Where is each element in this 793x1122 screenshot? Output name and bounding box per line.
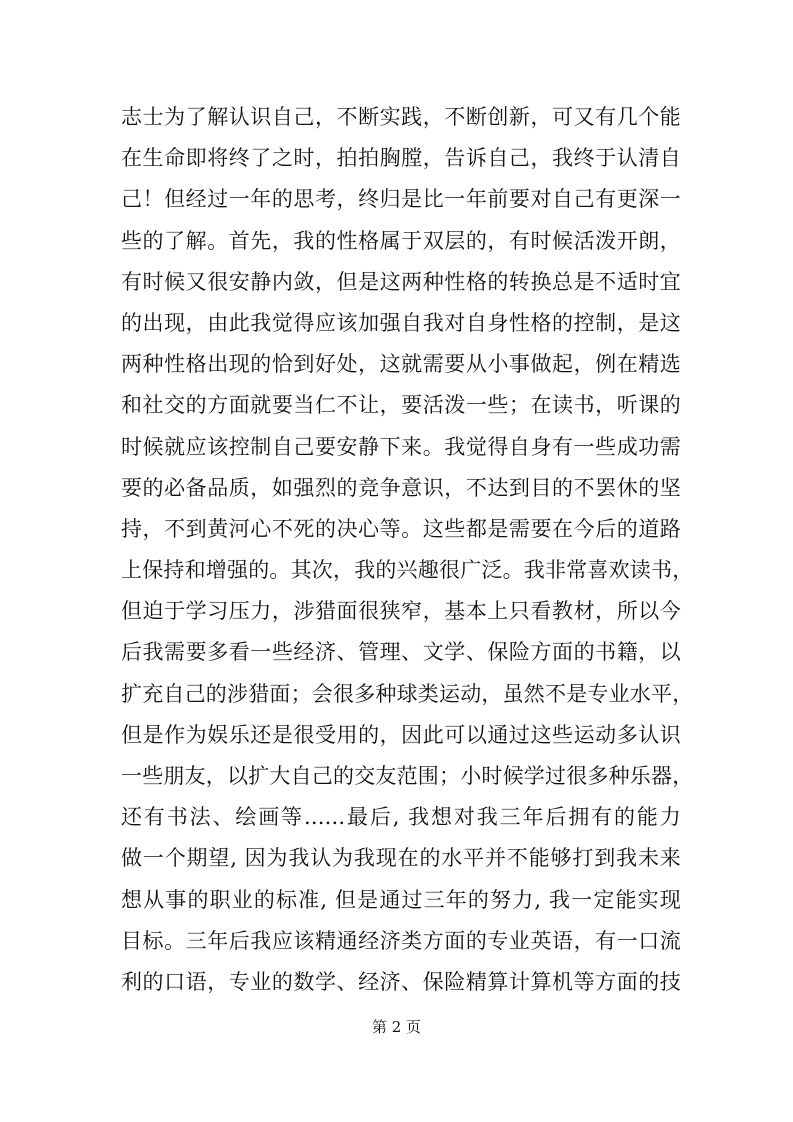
text-line: 一些朋友，以扩大自己的交友范围；小时候学过很多种乐器， (121, 764, 694, 788)
text-line: 时候就应该控制自己要安静下来。我觉得自身有一些成功需 (121, 434, 681, 459)
text-line: 想从事的职业的标准, 但是通过三年的努力, 我一定能实现 (121, 887, 681, 912)
text-line: 做一个期望, 因为我认为我现在的水平并不能够打到我未来 (121, 846, 681, 871)
text-line: 后我需要多看一些经济、管理、文学、保险方面的书籍，以 (121, 640, 681, 665)
text-line: 在生命即将终了之时，拍拍胸膛，告诉自己，我终于认清自 (121, 146, 681, 171)
text-line: 持，不到黄河心不死的决心等。这些都是需要在今后的道路 (121, 516, 681, 541)
text-line: 的出现，由此我觉得应该加强自我对自身性格的控制，是这 (121, 310, 681, 335)
text-line: 己！但经过一年的思考，终归是比一年前要对自己有更深一 (121, 187, 681, 212)
text-line: 志士为了解认识自己，不断实践，不断创新，可又有几个能 (121, 105, 681, 129)
text-line: 要的必备品质，如强烈的竞争意识，不达到目的不罢休的坚 (121, 475, 681, 500)
text-line: 和社交的方面就要当仁不让，要活泼一些；在读书，听课的 (121, 393, 681, 418)
text-line: 些的了解。首先，我的性格属于双层的，有时候活泼开朗， (121, 228, 681, 253)
text-line: 扩充自己的涉猎面；会很多种球类运动，虽然不是专业水平， (121, 681, 694, 706)
text-line: 上保持和增强的。其次，我的兴趣很广泛。我非常喜欢读书， (121, 558, 694, 583)
page-number: 第 2 页 (371, 1018, 422, 1036)
text-line: 但迫于学习压力，涉猎面很狭窄，基本上只看教材，所以今 (121, 599, 681, 624)
text-line: 利的口语，专业的数学、经济、保险精算计算机等方面的技 (121, 969, 681, 994)
body-text (121, 97, 694, 1003)
text-line: 有时候又很安静内敛，但是这两种性格的转换总是不适时宜 (121, 269, 681, 294)
text-line: 两种性格出现的恰到好处，这就需要从小事做起，例在精选 (121, 352, 681, 377)
text-line: 还有书法、绘画等......最后, 我想对我三年后拥有的能力 (121, 805, 681, 830)
text-line: 目标。三年后我应该精通经济类方面的专业英语，有一口流 (121, 928, 681, 953)
text-line: 但是作为娱乐还是很受用的，因此可以通过这些运动多认识 (121, 722, 681, 747)
